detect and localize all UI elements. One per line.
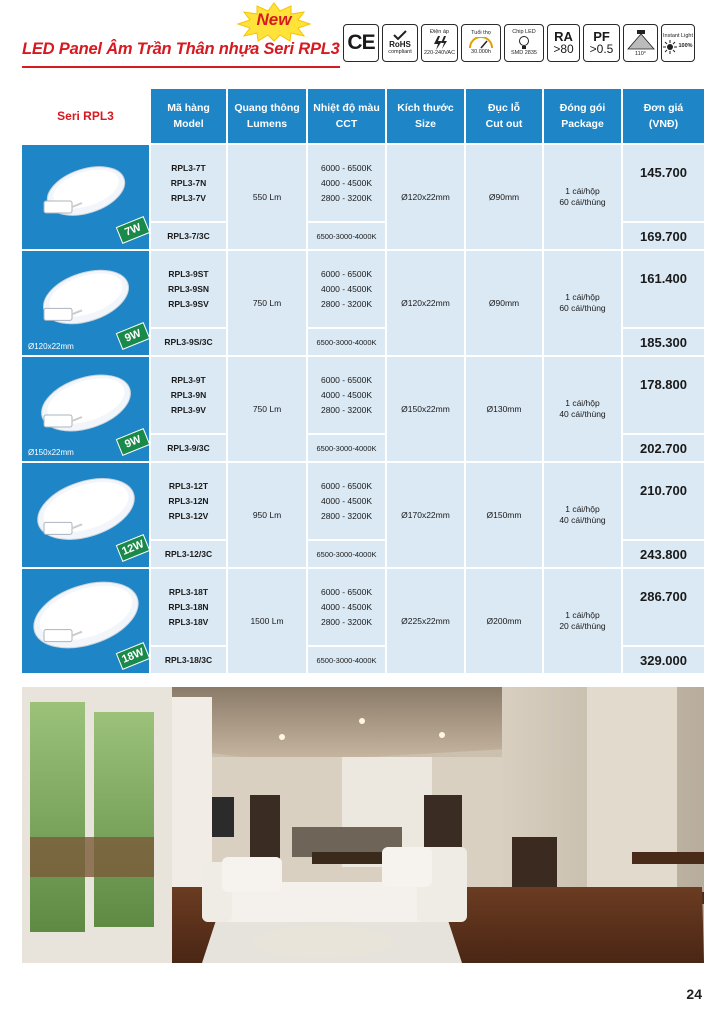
new-badge	[236, 2, 312, 42]
package-cell: 1 cái/hộp 40 cái/thùng	[544, 357, 621, 461]
package-cell: 1 cái/hộp 20 cái/thùng	[544, 569, 621, 673]
living-room-photo	[22, 687, 704, 963]
light-burst-icon	[663, 40, 677, 54]
header-cutout: Đục lỗ Cut out	[466, 89, 544, 143]
model-3c-cell: RPL3-18/3C	[151, 647, 226, 673]
cutout-cell: Ø90mm	[466, 145, 542, 249]
cutout-cell: Ø130mm	[466, 357, 542, 461]
new-label: New	[256, 10, 292, 29]
header-model: Mã hàng Model	[151, 89, 228, 143]
ra-badge: RA >80	[547, 24, 580, 62]
package-cell: 1 cái/hộp 60 cái/thùng	[544, 145, 621, 249]
header-size: Kích thước Size	[387, 89, 466, 143]
price-cell: 178.800	[623, 357, 704, 433]
lumens-cell: 1500 Lm	[228, 569, 306, 673]
product-group	[22, 357, 704, 461]
page-header	[0, 0, 724, 80]
model-3c-cell: RPL3-9/3C	[151, 435, 226, 461]
cct-3c-cell: 6500-3000-4000K	[308, 647, 385, 673]
check-icon	[393, 30, 407, 40]
cct-cell: 6000 - 6500K 4000 - 4500K 2800 - 3200K	[308, 463, 385, 539]
cct-3c-cell: 6500-3000-4000K	[308, 329, 385, 355]
product-group	[22, 463, 704, 567]
model-3c-cell: RPL3-9S/3C	[151, 329, 226, 355]
product-image	[22, 357, 149, 461]
beam-angle-icon	[626, 29, 656, 51]
size-cell: Ø225x22mm	[387, 569, 464, 673]
model-3c-cell: RPL3-7/3C	[151, 223, 226, 249]
dimension-label: Ø150x22mm	[28, 448, 74, 457]
header-lumens: Quang thông Lumens	[228, 89, 308, 143]
size-cell: Ø150x22mm	[387, 357, 464, 461]
header-price: Đơn giá (VNĐ)	[623, 89, 704, 143]
page-number: 24	[686, 986, 702, 1002]
model-3c-cell: RPL3-12/3C	[151, 541, 226, 567]
size-cell: Ø170x22mm	[387, 463, 464, 567]
product-group	[22, 145, 704, 249]
cct-cell: 6000 - 6500K 4000 - 4500K 2800 - 3200K	[308, 145, 385, 221]
lumens-cell: 550 Lm	[228, 145, 306, 249]
model-cell: RPL3-18T RPL3-18N RPL3-18V	[151, 569, 226, 645]
package-cell: 1 cái/hộp 60 cái/thùng	[544, 251, 621, 355]
model-cell: RPL3-7T RPL3-7N RPL3-7V	[151, 145, 226, 221]
model-cell: RPL3-12T RPL3-12N RPL3-12V	[151, 463, 226, 539]
product-image	[22, 145, 149, 249]
price-3c-cell: 329.000	[623, 647, 704, 673]
lumens-cell: 950 Lm	[228, 463, 306, 567]
ce-badge: CE	[343, 24, 379, 62]
chip-led-badge: Chip LED SMD 2835	[504, 24, 544, 62]
cct-3c-cell: 6500-3000-4000K	[308, 223, 385, 249]
voltage-badge: Điện áp 220-240VAC	[421, 24, 458, 62]
lumens-cell: 750 Lm	[228, 251, 306, 355]
product-image	[22, 463, 149, 567]
table-header	[22, 89, 704, 143]
product-group	[22, 251, 704, 355]
product-group	[22, 569, 704, 673]
cct-cell: 6000 - 6500K 4000 - 4500K 2800 - 3200K	[308, 357, 385, 433]
cct-3c-cell: 6500-3000-4000K	[308, 435, 385, 461]
wattage-label: 7W	[116, 216, 149, 244]
size-cell: Ø120x22mm	[387, 251, 464, 355]
page-title: LED Panel Âm Trần Thân nhựa Seri RPL3	[22, 40, 340, 58]
wattage-label: 9W	[116, 428, 149, 456]
model-cell: RPL3-9ST RPL3-9SN RPL3-9SV	[151, 251, 226, 327]
cutout-cell: Ø90mm	[466, 251, 542, 355]
wattage-label: 9W	[116, 322, 149, 350]
product-image	[22, 251, 149, 355]
price-3c-cell: 169.700	[623, 223, 704, 249]
price-cell: 286.700	[623, 569, 704, 645]
package-cell: 1 cái/hộp 40 cái/thùng	[544, 463, 621, 567]
price-cell: 145.700	[623, 145, 704, 221]
rohs-badge: RoHS compliant	[382, 24, 418, 62]
wattage-label: 12W	[116, 534, 149, 562]
model-cell: RPL3-9T RPL3-9N RPL3-9V	[151, 357, 226, 433]
cct-cell: 6000 - 6500K 4000 - 4500K 2800 - 3200K	[308, 251, 385, 327]
instant-light-badge: Instant Light 100%	[661, 24, 695, 62]
size-cell: Ø120x22mm	[387, 145, 464, 249]
cct-cell: 6000 - 6500K 4000 - 4500K 2800 - 3200K	[308, 569, 385, 645]
header-seri: Seri RPL3	[22, 89, 149, 143]
product-image	[22, 569, 149, 673]
wattage-label: 18W	[116, 642, 149, 670]
price-3c-cell: 202.700	[623, 435, 704, 461]
certification-badges	[343, 24, 695, 64]
lifetime-badge: Tuổi thọ 30.000h	[461, 24, 501, 62]
lightning-icon	[432, 36, 448, 50]
cutout-cell: Ø150mm	[466, 463, 542, 567]
bulb-icon	[518, 36, 530, 50]
title-underline	[22, 66, 340, 68]
beam-angle-badge: 110°	[623, 24, 658, 62]
cct-3c-cell: 6500-3000-4000K	[308, 541, 385, 567]
pf-badge: PF >0.5	[583, 24, 620, 62]
price-cell: 210.700	[623, 463, 704, 539]
gauge-icon	[468, 37, 494, 49]
price-cell: 161.400	[623, 251, 704, 327]
lumens-cell: 750 Lm	[228, 357, 306, 461]
price-3c-cell: 185.300	[623, 329, 704, 355]
header-cct: Nhiệt độ màu CCT	[308, 89, 387, 143]
dimension-label: Ø120x22mm	[28, 342, 74, 351]
header-package: Đóng gói Package	[544, 89, 623, 143]
cutout-cell: Ø200mm	[466, 569, 542, 673]
price-3c-cell: 243.800	[623, 541, 704, 567]
